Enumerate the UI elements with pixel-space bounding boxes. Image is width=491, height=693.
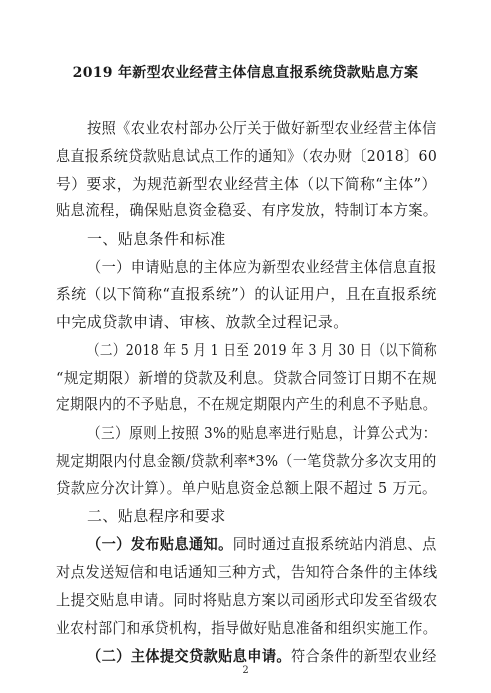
line-text: 对点发送短信和电话通知三种方式，告知符合条件的主体线	[56, 563, 438, 581]
body-line	[56, 199, 438, 220]
body-line	[56, 393, 437, 414]
line-text: （二）2018 年 5 月 1 日至 2019 年 3 月 30 日（以下简称	[87, 341, 437, 359]
body-line	[87, 256, 437, 277]
line-text: 二、贴息程序和要求	[87, 507, 226, 525]
line-text: 号）要求，为规范新型农业经营主体（以下简称“主体”）	[56, 175, 437, 193]
body-line	[56, 145, 437, 166]
line-text: （三）原则上按照 3%的贴息率进行贴息，计算公式为：	[87, 424, 437, 442]
line-text: “规定期限）新增的贷款及利息。贷款合同签订日期不在规	[56, 369, 437, 387]
bold-lead: （一）发布贴息通知。	[87, 535, 233, 553]
line-text: 中完成贷款申请、审核、放款全过程记录。	[56, 313, 349, 331]
line-text: 业农村部门和承贷机构，指导做好贴息准备和组织实施工作。	[56, 619, 437, 637]
body-line	[56, 617, 437, 638]
line-text: 上提交贴息申请。同时将贴息方案以司函形式印发至省级农	[56, 591, 438, 609]
body-line	[56, 283, 437, 304]
line-text: 贴息流程，确保贴息资金稳妥、有序发放，特制订本方案。	[56, 201, 438, 219]
line-text: 同时通过直报系统站内消息、点	[232, 535, 437, 553]
body-line	[87, 422, 437, 443]
page-number: 2	[242, 665, 249, 676]
line-text: 息直报系统贷款贴息试点工作的通知》（农办财〔2018〕60	[56, 147, 438, 165]
bold-lead: （二）主体提交贷款贴息申请。	[87, 647, 291, 665]
body-line	[56, 173, 437, 194]
body-line	[87, 117, 437, 138]
line-text: 系统（以下简称“直报系统”）的认证用户，且在直报系统	[56, 285, 437, 303]
body-line	[56, 367, 437, 388]
line-text: 符合条件的新型农业经	[290, 647, 437, 665]
body-line	[56, 561, 438, 582]
document-title: 2019 年新型农业经营主体信息直报系统贷款贴息方案	[72, 65, 419, 81]
body-line	[56, 311, 349, 332]
line-text: 定期限内的不予贴息，不在规定期限内产生的利息不予贴息。	[56, 395, 437, 413]
body-line	[87, 645, 437, 666]
body-line	[56, 450, 437, 471]
body-line	[56, 589, 438, 610]
body-line	[87, 339, 437, 360]
line-text: 规定期限内付息金额/贷款利率*3%（一笔贷款分多次支用的	[56, 452, 437, 470]
section-heading	[87, 505, 226, 526]
section-heading	[87, 228, 226, 249]
line-text: 一、贴息条件和标准	[87, 230, 226, 248]
body-line	[87, 533, 437, 554]
line-text: 贷款应分次计算）。单户贴息资金总额上限不超过 5 万元。	[56, 479, 437, 497]
line-text: （一）申请贴息的主体应为新型农业经营主体信息直报	[87, 258, 437, 276]
line-text: 按照《农业农村部办公厅关于做好新型农业经营主体信	[87, 119, 437, 137]
body-line	[56, 477, 437, 498]
